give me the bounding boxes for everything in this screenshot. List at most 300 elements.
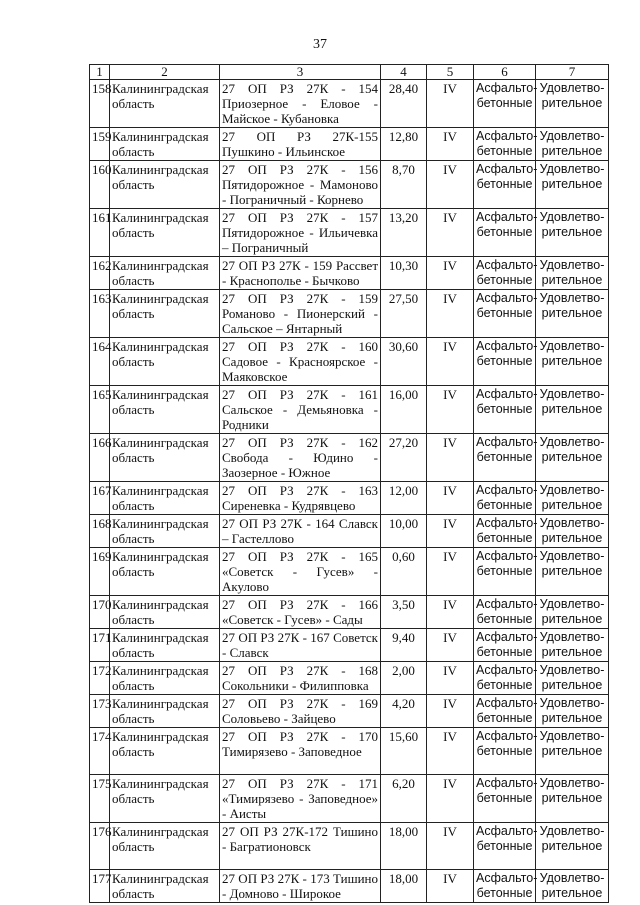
- row-number-text: 175: [92, 776, 112, 791]
- region-cell: [110, 209, 220, 257]
- category-cell-text: IV: [443, 129, 457, 144]
- region-cell-text: Калининградская область: [112, 162, 209, 192]
- category-cell-text: IV: [443, 339, 457, 354]
- length-cell: [381, 728, 427, 775]
- table-row: [90, 548, 609, 596]
- table-row: [90, 482, 609, 515]
- row-number-text: 164: [92, 339, 112, 354]
- road-name-cell: [220, 515, 381, 548]
- region-cell: [110, 629, 220, 662]
- surface-cell: [474, 629, 536, 662]
- road-name-cell: [220, 728, 381, 775]
- road-name-cell: [220, 338, 381, 386]
- condition-cell: [536, 209, 609, 257]
- road-name-cell-text: 27 ОП РЗ 27К - 168 Сокольники - Филипповка: [222, 663, 378, 693]
- length-cell-text: 8,70: [392, 162, 415, 177]
- road-name-cell: [220, 434, 381, 482]
- table-row: [90, 257, 609, 290]
- condition-cell-text: Удовлетво-рительное: [539, 516, 605, 545]
- condition-cell-text: Удовлетво-рительное: [539, 258, 605, 287]
- length-cell-text: 6,20: [392, 776, 415, 791]
- category-cell-text: IV: [443, 435, 457, 450]
- table-row: [90, 662, 609, 695]
- region-cell: [110, 515, 220, 548]
- table-row: [90, 290, 609, 338]
- length-cell-text: 10,00: [388, 516, 419, 531]
- region-cell-text: Калининградская область: [112, 776, 209, 806]
- road-name-cell-text: 27 ОП РЗ 27К - 166 «Советск - Гусев» - Сады: [222, 597, 378, 627]
- row-number-text: 174: [92, 729, 112, 744]
- road-name-cell: [220, 870, 381, 903]
- region-cell: [110, 386, 220, 434]
- road-name-cell: [220, 662, 381, 695]
- road-name-cell: [220, 290, 381, 338]
- row-number: [90, 629, 110, 662]
- condition-cell-text: Удовлетво-рительное: [539, 435, 605, 464]
- region-cell: [110, 695, 220, 728]
- surface-cell-text: Асфальто-бетонные: [476, 776, 538, 805]
- condition-cell: [536, 386, 609, 434]
- condition-cell: [536, 128, 609, 161]
- length-cell-text: 12,80: [388, 129, 419, 144]
- surface-cell-text: Асфальто-бетонные: [476, 81, 538, 110]
- road-name-cell-text: 27 ОП РЗ 27К - 165 «Советск - Гусев» - Акулово: [222, 549, 378, 594]
- length-cell: [381, 257, 427, 290]
- table-row: [90, 870, 609, 903]
- road-name-cell: [220, 482, 381, 515]
- category-cell-text: IV: [443, 387, 457, 402]
- row-number-text: 172: [92, 663, 112, 678]
- category-cell-text: IV: [443, 776, 457, 791]
- category-cell-text: IV: [443, 81, 457, 96]
- condition-cell: [536, 434, 609, 482]
- region-cell-text: Калининградская область: [112, 630, 209, 660]
- row-number-text: 173: [92, 696, 112, 711]
- category-cell-text: IV: [443, 824, 457, 839]
- category-cell-text: IV: [443, 729, 457, 744]
- table-row: [90, 775, 609, 823]
- row-number: [90, 80, 110, 128]
- category-cell: [427, 515, 474, 548]
- surface-cell: [474, 728, 536, 775]
- region-cell: [110, 128, 220, 161]
- length-cell-text: 27,50: [388, 291, 419, 306]
- surface-cell: [474, 209, 536, 257]
- region-cell-text: Калининградская область: [112, 435, 209, 465]
- table-row: [90, 728, 609, 775]
- table-row: [90, 209, 609, 257]
- category-cell: [427, 662, 474, 695]
- condition-cell-text: Удовлетво-рительное: [539, 729, 605, 758]
- length-cell: [381, 823, 427, 870]
- length-cell: [381, 128, 427, 161]
- row-number-text: 159: [92, 129, 112, 144]
- condition-cell-text: Удовлетво-рительное: [539, 81, 605, 110]
- surface-cell-text: Асфальто-бетонные: [476, 729, 538, 758]
- column-header: 1: [90, 65, 110, 80]
- road-name-cell-text: 27 ОП РЗ 27К - 160 Садовое - Красноярское - Маяковское: [222, 339, 378, 384]
- row-number: [90, 386, 110, 434]
- length-cell: [381, 386, 427, 434]
- category-cell: [427, 434, 474, 482]
- surface-cell: [474, 823, 536, 870]
- row-number: [90, 870, 110, 903]
- condition-cell-text: Удовлетво-рительное: [539, 663, 605, 692]
- region-cell-text: Калининградская область: [112, 597, 209, 627]
- road-name-cell-text: 27 ОП РЗ 27К-155 Пушкино - Ильинское: [222, 129, 378, 159]
- condition-cell-text: Удовлетво-рительное: [539, 824, 605, 853]
- category-cell: [427, 161, 474, 209]
- condition-cell-text: Удовлетво-рительное: [539, 129, 605, 158]
- surface-cell-text: Асфальто-бетонные: [476, 339, 538, 368]
- category-cell: [427, 209, 474, 257]
- region-cell: [110, 338, 220, 386]
- category-cell: [427, 775, 474, 823]
- region-cell: [110, 434, 220, 482]
- row-number: [90, 257, 110, 290]
- surface-cell-text: Асфальто-бетонные: [476, 435, 538, 464]
- length-cell: [381, 662, 427, 695]
- category-cell-text: IV: [443, 597, 457, 612]
- length-cell-text: 3,50: [392, 597, 415, 612]
- condition-cell: [536, 290, 609, 338]
- row-number: [90, 515, 110, 548]
- road-name-cell-text: 27 ОП РЗ 27К - 154 Приозерное - Еловое - Майское - Кубановка: [222, 81, 378, 126]
- surface-cell-text: Асфальто-бетонные: [476, 663, 538, 692]
- surface-cell-text: Асфальто-бетонные: [476, 483, 538, 512]
- surface-cell-text: Асфальто-бетонные: [476, 291, 538, 320]
- category-cell: [427, 823, 474, 870]
- row-number-text: 177: [92, 871, 112, 886]
- surface-cell-text: Асфальто-бетонные: [476, 871, 538, 900]
- condition-cell: [536, 870, 609, 903]
- row-number-text: 162: [92, 258, 112, 273]
- category-cell-text: IV: [443, 258, 457, 273]
- length-cell: [381, 695, 427, 728]
- table-row: [90, 515, 609, 548]
- road-name-cell: [220, 596, 381, 629]
- road-name-cell-text: 27 ОП РЗ 27К - 162 Свобода - Юдино - Заозерное - Южное: [222, 435, 378, 480]
- surface-cell: [474, 161, 536, 209]
- road-name-cell-text: 27 ОП РЗ 27К - 169 Соловьево - Зайцево: [222, 696, 378, 726]
- surface-cell: [474, 338, 536, 386]
- length-cell: [381, 290, 427, 338]
- length-cell: [381, 515, 427, 548]
- region-cell-text: Калининградская область: [112, 824, 209, 854]
- table-row: [90, 823, 609, 870]
- length-cell: [381, 209, 427, 257]
- row-number: [90, 128, 110, 161]
- surface-cell: [474, 775, 536, 823]
- row-number: [90, 596, 110, 629]
- surface-cell: [474, 290, 536, 338]
- condition-cell-text: Удовлетво-рительное: [539, 387, 605, 416]
- category-cell: [427, 629, 474, 662]
- column-header: 2: [110, 65, 220, 80]
- row-number-text: 170: [92, 597, 112, 612]
- region-cell-text: Калининградская область: [112, 871, 209, 901]
- row-number-text: 160: [92, 162, 112, 177]
- road-name-cell-text: 27 ОП РЗ 27К - 163 Сиреневка - Кудрявцево: [222, 483, 378, 513]
- length-cell: [381, 161, 427, 209]
- road-name-cell-text: 27 ОП РЗ 27К - 173 Тишино - Домново - Широкое: [222, 871, 378, 901]
- region-cell-text: Калининградская область: [112, 81, 209, 111]
- category-cell-text: IV: [443, 630, 457, 645]
- road-name-cell: [220, 823, 381, 870]
- road-name-cell-text: 27 ОП РЗ 27К - 164 Славск – Гастеллово: [222, 516, 378, 546]
- road-name-cell: [220, 161, 381, 209]
- condition-cell: [536, 728, 609, 775]
- road-name-cell: [220, 629, 381, 662]
- column-header: 4: [381, 65, 427, 80]
- category-cell: [427, 386, 474, 434]
- length-cell-text: 2,00: [392, 663, 415, 678]
- table-row: [90, 596, 609, 629]
- table-row: [90, 128, 609, 161]
- category-cell: [427, 695, 474, 728]
- category-cell-text: IV: [443, 210, 457, 225]
- table-row: [90, 695, 609, 728]
- length-cell-text: 12,00: [388, 483, 419, 498]
- region-cell-text: Калининградская область: [112, 258, 209, 288]
- length-cell-text: 13,20: [388, 210, 419, 225]
- table-row: [90, 338, 609, 386]
- condition-cell: [536, 80, 609, 128]
- length-cell-text: 28,40: [388, 81, 419, 96]
- surface-cell: [474, 596, 536, 629]
- condition-cell-text: Удовлетво-рительное: [539, 483, 605, 512]
- region-cell: [110, 728, 220, 775]
- row-number-text: 161: [92, 210, 112, 225]
- category-cell: [427, 482, 474, 515]
- road-name-cell-text: 27 ОП РЗ 27К - 159 Рассвет - Краснополье - Бычково: [222, 258, 378, 288]
- category-cell-text: IV: [443, 871, 457, 886]
- length-cell-text: 18,00: [388, 871, 419, 886]
- table-row: [90, 386, 609, 434]
- row-number-text: 169: [92, 549, 112, 564]
- road-name-cell-text: 27 ОП РЗ 27К - 161 Сальское - Демьяновка - Родники: [222, 387, 378, 432]
- region-cell-text: Калининградская область: [112, 129, 209, 159]
- surface-cell: [474, 515, 536, 548]
- road-name-cell: [220, 695, 381, 728]
- surface-cell: [474, 128, 536, 161]
- row-number: [90, 482, 110, 515]
- column-header: 6: [474, 65, 536, 80]
- surface-cell-text: Асфальто-бетонные: [476, 824, 538, 853]
- road-name-cell: [220, 257, 381, 290]
- condition-cell-text: Удовлетво-рительное: [539, 210, 605, 239]
- region-cell: [110, 775, 220, 823]
- category-cell: [427, 338, 474, 386]
- condition-cell-text: Удовлетво-рительное: [539, 549, 605, 578]
- row-number: [90, 823, 110, 870]
- surface-cell: [474, 434, 536, 482]
- condition-cell: [536, 515, 609, 548]
- table-row: [90, 80, 609, 128]
- surface-cell: [474, 695, 536, 728]
- length-cell-text: 16,00: [388, 387, 419, 402]
- condition-cell: [536, 257, 609, 290]
- row-number-text: 171: [92, 630, 112, 645]
- length-cell-text: 9,40: [392, 630, 415, 645]
- surface-cell: [474, 662, 536, 695]
- road-name-cell: [220, 80, 381, 128]
- category-cell-text: IV: [443, 483, 457, 498]
- condition-cell: [536, 823, 609, 870]
- surface-cell-text: Асфальто-бетонные: [476, 210, 538, 239]
- category-cell: [427, 548, 474, 596]
- condition-cell-text: Удовлетво-рительное: [539, 871, 605, 900]
- column-header: 3: [220, 65, 381, 80]
- condition-cell-text: Удовлетво-рительное: [539, 291, 605, 320]
- category-cell-text: IV: [443, 696, 457, 711]
- row-number: [90, 775, 110, 823]
- condition-cell-text: Удовлетво-рительное: [539, 597, 605, 626]
- region-cell: [110, 596, 220, 629]
- condition-cell: [536, 161, 609, 209]
- region-cell: [110, 870, 220, 903]
- condition-cell-text: Удовлетво-рительное: [539, 630, 605, 659]
- category-cell-text: IV: [443, 291, 457, 306]
- surface-cell-text: Асфальто-бетонные: [476, 162, 538, 191]
- region-cell-text: Калининградская область: [112, 549, 209, 579]
- category-cell: [427, 728, 474, 775]
- category-cell: [427, 128, 474, 161]
- category-cell: [427, 596, 474, 629]
- region-cell: [110, 548, 220, 596]
- table-body: [90, 80, 609, 903]
- road-name-cell: [220, 548, 381, 596]
- condition-cell: [536, 338, 609, 386]
- length-cell: [381, 434, 427, 482]
- region-cell: [110, 161, 220, 209]
- length-cell-text: 30,60: [388, 339, 419, 354]
- length-cell: [381, 596, 427, 629]
- category-cell: [427, 80, 474, 128]
- row-number-text: 176: [92, 824, 112, 839]
- table-row: [90, 629, 609, 662]
- surface-cell-text: Асфальто-бетонные: [476, 597, 538, 626]
- header-row: [90, 65, 609, 80]
- region-cell: [110, 662, 220, 695]
- length-cell-text: 10,30: [388, 258, 419, 273]
- length-cell-text: 27,20: [388, 435, 419, 450]
- row-number: [90, 290, 110, 338]
- length-cell-text: 4,20: [392, 696, 415, 711]
- road-name-cell: [220, 386, 381, 434]
- road-name-cell-text: 27 ОП РЗ 27К - 159 Романово - Пионерский - Сальское – Янтарный: [222, 291, 378, 336]
- length-cell: [381, 870, 427, 903]
- road-name-cell-text: 27 ОП РЗ 27К-172 Тишино - Багратионовск: [222, 824, 378, 854]
- length-cell: [381, 80, 427, 128]
- category-cell: [427, 290, 474, 338]
- road-name-cell: [220, 128, 381, 161]
- table-row: [90, 161, 609, 209]
- surface-cell-text: Асфальто-бетонные: [476, 258, 538, 287]
- condition-cell: [536, 596, 609, 629]
- row-number-text: 158: [92, 81, 112, 96]
- surface-cell: [474, 386, 536, 434]
- road-name-cell: [220, 775, 381, 823]
- condition-cell: [536, 695, 609, 728]
- region-cell-text: Калининградская область: [112, 210, 209, 240]
- length-cell: [381, 338, 427, 386]
- condition-cell: [536, 629, 609, 662]
- row-number-text: 168: [92, 516, 112, 531]
- category-cell: [427, 870, 474, 903]
- category-cell-text: IV: [443, 162, 457, 177]
- category-cell-text: IV: [443, 663, 457, 678]
- condition-cell-text: Удовлетво-рительное: [539, 162, 605, 191]
- surface-cell-text: Асфальто-бетонные: [476, 696, 538, 725]
- row-number-text: 163: [92, 291, 112, 306]
- condition-cell-text: Удовлетво-рительное: [539, 776, 605, 805]
- category-cell-text: IV: [443, 549, 457, 564]
- surface-cell-text: Асфальто-бетонные: [476, 630, 538, 659]
- row-number: [90, 434, 110, 482]
- road-name-cell-text: 27 ОП РЗ 27К - 167 Советск - Славск: [222, 630, 378, 660]
- surface-cell: [474, 870, 536, 903]
- region-cell-text: Калининградская область: [112, 291, 209, 321]
- length-cell: [381, 548, 427, 596]
- condition-cell: [536, 662, 609, 695]
- row-number: [90, 662, 110, 695]
- row-number: [90, 209, 110, 257]
- region-cell-text: Калининградская область: [112, 483, 209, 513]
- row-number-text: 167: [92, 483, 112, 498]
- condition-cell-text: Удовлетво-рительное: [539, 339, 605, 368]
- region-cell-text: Калининградская область: [112, 339, 209, 369]
- column-header: 7: [536, 65, 609, 80]
- region-cell-text: Калининградская область: [112, 663, 209, 693]
- surface-cell: [474, 80, 536, 128]
- surface-cell-text: Асфальто-бетонные: [476, 387, 538, 416]
- road-name-cell-text: 27 ОП РЗ 27К - 171 «Тимирязево - Заповедное» - Аисты: [222, 776, 378, 821]
- surface-cell-text: Асфальто-бетонные: [476, 516, 538, 545]
- region-cell-text: Калининградская область: [112, 516, 209, 546]
- table-row: [90, 434, 609, 482]
- row-number: [90, 548, 110, 596]
- road-name-cell-text: 27 ОП РЗ 27К - 170 Тимирязево - Заповедное: [222, 729, 378, 759]
- surface-cell-text: Асфальто-бетонные: [476, 549, 538, 578]
- condition-cell: [536, 548, 609, 596]
- row-number: [90, 161, 110, 209]
- road-name-cell-text: 27 ОП РЗ 27К - 156 Пятидорожное - Мамоново - Пограничный - Корнево: [222, 162, 378, 207]
- length-cell: [381, 482, 427, 515]
- road-name-cell-text: 27 ОП РЗ 27К - 157 Пятидорожное - Ильичевка – Пограничный: [222, 210, 378, 255]
- condition-cell: [536, 775, 609, 823]
- region-cell: [110, 257, 220, 290]
- page-number: 37: [313, 37, 327, 52]
- length-cell-text: 15,60: [388, 729, 419, 744]
- category-cell-text: IV: [443, 516, 457, 531]
- length-cell: [381, 775, 427, 823]
- region-cell: [110, 482, 220, 515]
- region-cell-text: Калининградская область: [112, 696, 209, 726]
- row-number: [90, 728, 110, 775]
- column-header: 5: [427, 65, 474, 80]
- region-cell: [110, 290, 220, 338]
- region-cell-text: Калининградская область: [112, 729, 209, 759]
- region-cell: [110, 823, 220, 870]
- row-number: [90, 695, 110, 728]
- surface-cell: [474, 257, 536, 290]
- row-number-text: 165: [92, 387, 112, 402]
- condition-cell-text: Удовлетво-рительное: [539, 696, 605, 725]
- length-cell: [381, 629, 427, 662]
- region-cell: [110, 80, 220, 128]
- length-cell-text: 18,00: [388, 824, 419, 839]
